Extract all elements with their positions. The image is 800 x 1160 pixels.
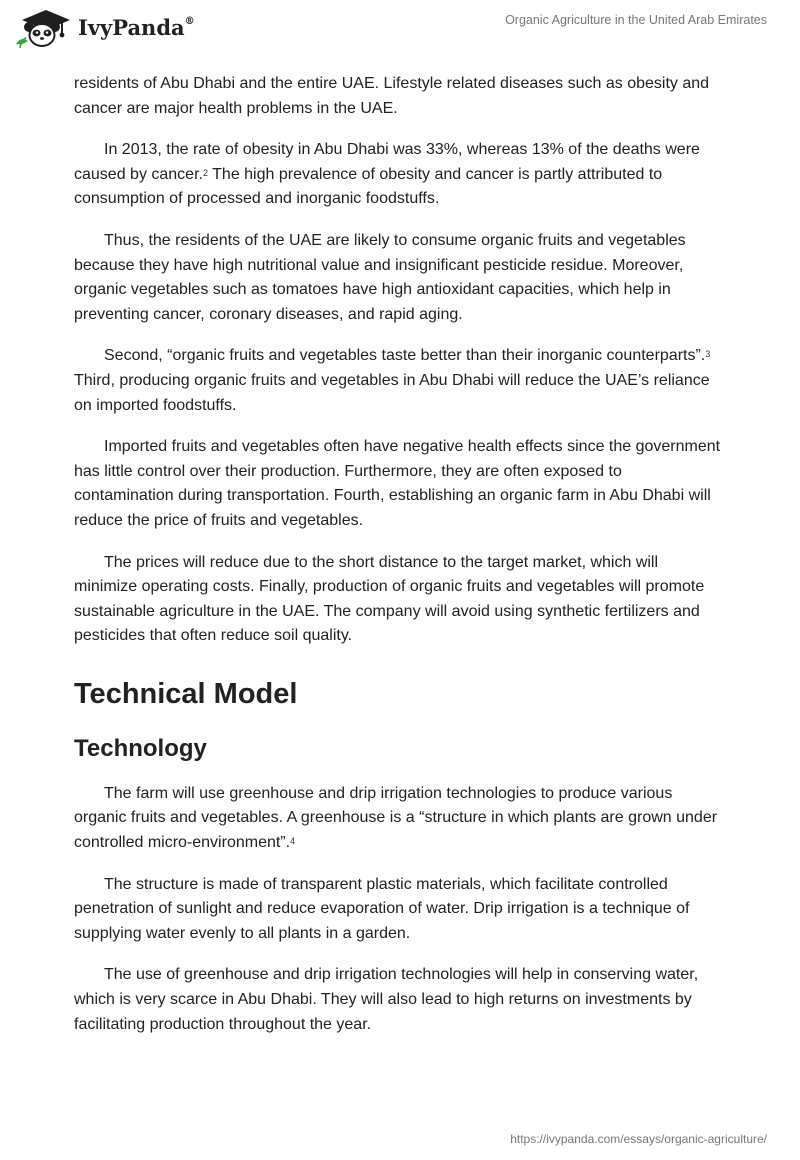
paragraph: The use of greenhouse and drip irrigation technologies will help in conserving water, which is very scarce in Abu Dhabi. They will also lead to high returns on investments by facilitating production throughout the year. bbox=[74, 966, 699, 1033]
panda-logo-icon bbox=[14, 8, 74, 48]
paragraph: The farm will use greenhouse and drip irrigation technologies to produce various organic fruits and vegetables. A greenhouse is a “structure in which plants are grown under controlled micro-environment”.$^4$ bbox=[74, 784, 718, 852]
paragraph: Second, “organic fruits and vegetables taste better than their inorganic counterparts”.$^3$ Third, producing organic fruits and vegetables in Abu Dhabi will reduce the UAE’s reliance on imported foodstuffs. bbox=[74, 347, 711, 414]
footnote-ref[interactable]: 4 bbox=[290, 836, 296, 847]
paragraph: The structure is made of transparent plastic materials, which facilitate controlled penetration of sunlight and reduce evaporation of water. Drip irrigation is a technique of supplying water evenly to all plants in a garden. bbox=[74, 875, 690, 942]
footnote-ref[interactable]: 3 bbox=[705, 349, 711, 360]
paragraph: In 2013, the rate of obesity in Abu Dhabi was 33%, whereas 13% of the deaths were caused by cancer.$^2$ The high prevalence of obesity and cancer is partly attributed to consumption of processed and inorganic foodstuffs. bbox=[74, 141, 700, 208]
paragraph: The prices will reduce due to the short distance to the target market, which will minimize operating costs. Finally, production of organic fruits and vegetables will promote sustainable agriculture in the UAE. The company will avoid using synthetic fertilizers and pesticides that often reduce soil quality. bbox=[74, 553, 705, 645]
brand-name: IvyPanda® bbox=[78, 14, 195, 40]
subsection-heading: Technology bbox=[74, 734, 207, 762]
source-url[interactable]: https://ivypanda.com/essays/organic-agriculture/ bbox=[510, 1132, 767, 1146]
page-header bbox=[0, 0, 800, 64]
paragraph: Imported fruits and vegetables often have negative health effects since the government has little control over their production. Furthermore, they are often exposed to contamination during transportation. Fourth, establishing an organic farm in Abu Dhabi will reduce the price of fruits and vegetables. bbox=[74, 438, 721, 529]
footnote-ref[interactable]: 2 bbox=[202, 167, 208, 178]
brand-logo[interactable] bbox=[14, 8, 195, 48]
essay-content bbox=[74, 72, 724, 1054]
document-title: Organic Agriculture in the United Arab Emirates bbox=[505, 13, 767, 27]
paragraph: Thus, the residents of the UAE are likely to consume organic fruits and vegetables because they have high nutritional value and insignificant pesticide residue. Moreover, organic vegetables such as tomatoes have high antioxidant capacities, which help in preventing cancer, coronary diseases, and rapid aging. bbox=[74, 231, 686, 323]
paragraph: residents of Abu Dhabi and the entire UAE. Lifestyle related diseases such as obesity and cancer are major health problems in the UAE. bbox=[74, 75, 710, 117]
section-heading: Technical Model bbox=[74, 677, 298, 710]
